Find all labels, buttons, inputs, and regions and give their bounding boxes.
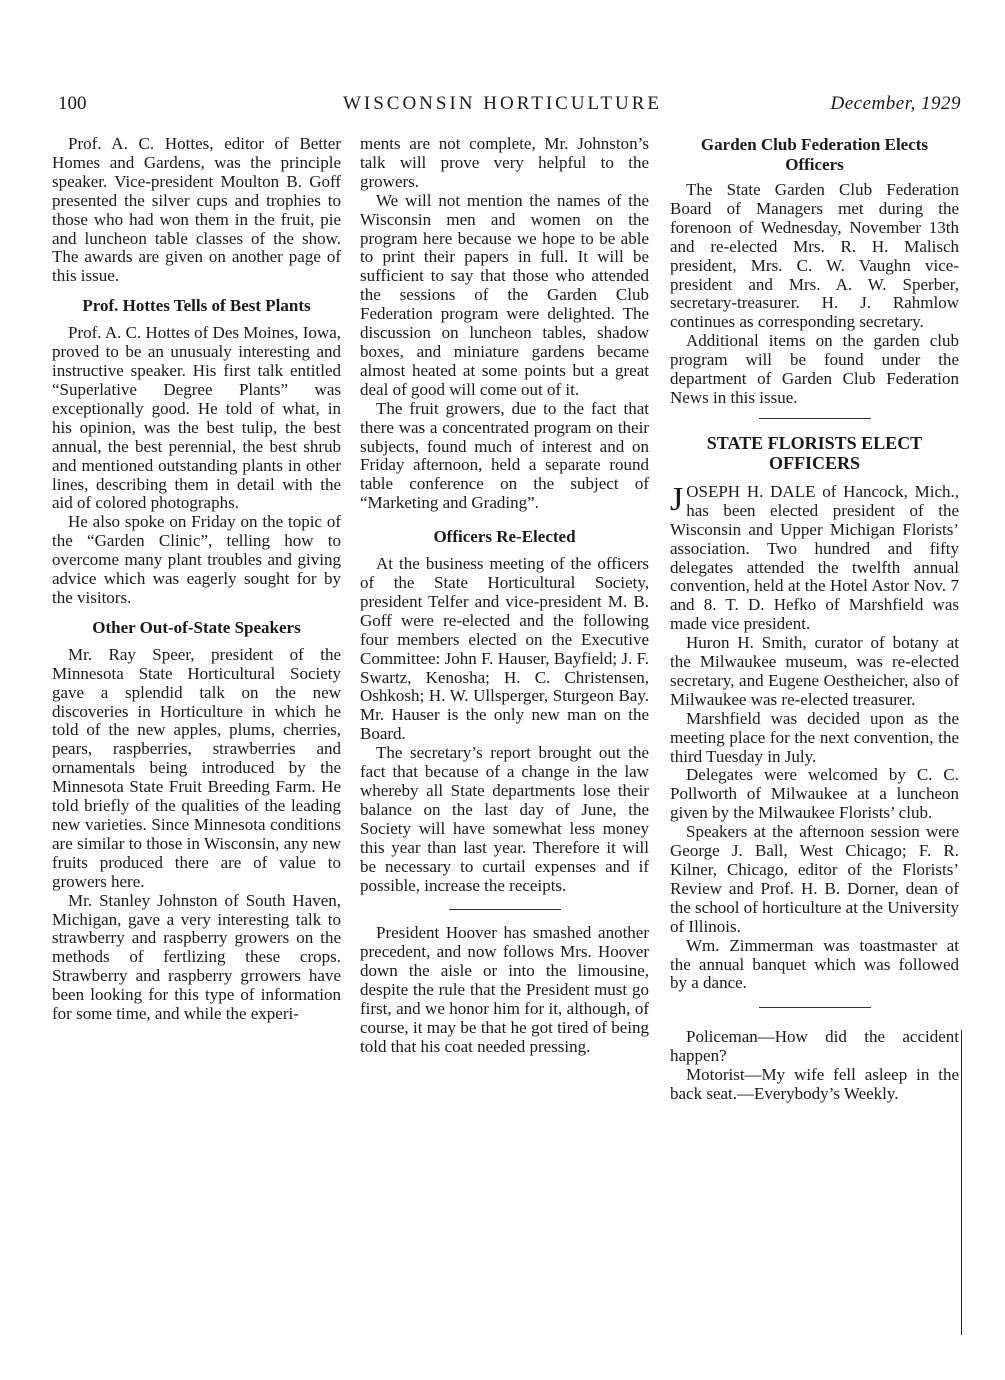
section-heading: Other Out-of-State Speakers [92, 617, 301, 637]
running-header [0, 93, 1005, 119]
paragraph: Huron H. Smith, curator of botany at the Milwaukee museum, was re-elected secretary, and Eugene Oestheicher, also of Milwaukee was re-elected treasurer. [670, 633, 959, 709]
paragraph: Speakers at the afternoon session were George J. Ball, West Chicago; F. R. Kilner, Chicago, editor of the Florists’ Review and Prof. H. B. Dorner, dean of the school of horticulture at the University of Illinois. [670, 822, 959, 936]
section-heading: Garden Club Federation Elects Officers [700, 135, 929, 174]
section-heading: Officers Re-Elected [433, 527, 576, 547]
paragraph: ments are not complete, Mr. Johnston’s talk will prove very helpful to the growers. [360, 134, 649, 191]
paragraph: The fruit growers, due to the fact that there was a concentrated program on their subjects, found much of interest and on Friday afternoon, held a separate round table conference on the subject of “Marketing and Grading”. [360, 398, 649, 513]
paragraph: He also spoke on Friday on the topic of the “Garden Clinic”, telling how to overcome many plant troubles and giving advice which was eagerly sought for by the visitors. [52, 512, 341, 607]
paragraph: Prof. A. C. Hottes of Des Moines, Iowa, proved to be an unusualy interesting and instructive speaker. His first talk entitled “Superlative Degree Plants” was exceptionally good. He told of what, in his opinion, was the best tulip, the best annual, the best perennial, the best shrub and mentioned outstanding plants in other lines, describing them in detail with the aid of colored photographs. [52, 323, 341, 513]
paragraph: Wm. Zimmerman was toastmaster at the annual banquet which was followed by a dance. [670, 935, 959, 993]
page-number: 100 [58, 93, 87, 114]
joke-line: Motorist—My wife fell asleep in the back seat.—Everybody’s Weekly. [670, 1065, 959, 1104]
page-edge-line [961, 1030, 962, 1335]
drop-cap: J [670, 480, 684, 518]
paragraph: Additional items on the garden club program will be found under the department of Garden Club Federation News in this issue. [670, 331, 959, 407]
paragraph: Mr. Ray Speer, president of the Minnesota State Horticultural Society gave a splendid talk on the new discoveries in Horticulture in which he told of the new apples, plums, cherries, pears, raspberries, strawberries and ornamentals being introduced by the Minnesota State Fruit Breeding Farm. He told briefly of the qualities of the leading new varieties. Since Minnesota conditions are similar to those in Wisconsin, any new fruits produced there are of value to growers here. [52, 644, 341, 891]
column-left [52, 135, 341, 1024]
paragraph: Marshfield was decided upon as the meeting place for the next convention, the third Tuesday in July. [670, 708, 959, 766]
paragraph: Prof. A. C. Hottes, editor of Better Homes and Gardens, was the principle speaker. Vice-president Moulton B. Goff presented the silver cups and trophies to those who had won them in the fruit, pie and luncheon table classes of the show. The awards are given on another page of this issue. [52, 134, 341, 286]
paragraph: The State Garden Club Federation Board of Managers met during the forenoon of Wednesday, November 13th and re-elected Mrs. R. H. Malisch president, Mrs. C. W. Vaughn vice-president and Mrs. A. W. Sperber, secretary-treasurer. H. J. Rahmlow continues as corresponding secretary. [670, 180, 959, 332]
column-middle [360, 135, 649, 1057]
publication-title: WISCONSIN HORTICULTURE [342, 93, 663, 114]
column-right [670, 135, 959, 1104]
paragraph: The secretary’s report brought out the fact that because of a change in the law whereby all State departments lose their balance on the last day of June, the Society will have somewhat less money this year than last year. Therefore it will be necessary to curtail expenses and if possible, increase the receipts. [360, 743, 649, 895]
paragraph: Delegates were welcomed by C. C. Pollworth of Milwaukee at a luncheon given by the Milwaukee Florists’ club. [670, 765, 959, 823]
paragraph: We will not mention the names of the Wisconsin men and women on the program here because we hope to be able to print their papers in full. It will be sufficient to say that those who attended the sessions of the Garden Club Federation program were delighted. The discussion on luncheon tables, shadow boxes, and miniature gardens became almost heated at some points but a great deal of good will come out of it. [360, 190, 649, 399]
section-heading: Prof. Hottes Tells of Best Plants [82, 296, 311, 316]
paragraph-dropcap [670, 480, 959, 634]
paragraph: Mr. Stanley Johnston of South Haven, Michigan, gave a very interesting talk to strawberry and raspberry growers on the methods of fertlizing these crops. Strawberry and raspberry grrowers have been looking for this type of information for some time, and while the experi- [52, 890, 341, 1024]
paragraph: At the business meeting of the officers of the State Horticultural Society, president Telfer and vice-president M. B. Goff were re-elected and the following four members elected on the Executive Committee: John F. Hauser, Bayfield; J. F. Swartz, Kenosha; H. C. Christensen, Oshkosh; H. W. Ullsperger, Sturgeon Bay. Mr. Hauser is the only new man on the Board. [360, 554, 649, 744]
paragraph: President Hoover has smashed another precedent, and now follows Mrs. Hoover down the aisle or into the limousine, despite the rule that the President must go first, and we honor him for it, although, of course, it may be that he got tired of being told that his coat needed pressing. [360, 923, 649, 1056]
joke-line: Policeman—How did the accident happen? [670, 1027, 959, 1066]
paragraph-text: OSEPH H. DALE of Hancock, Mich., has been elected president of the Wisconsin and Upper Michigan Florists’ association. Two hundred and fifty delegates attended the twelfth annual convention, held at the Hotel Astor Nov. 7 and 8. T. D. Hefko of Marshfield was made vice president. [670, 481, 959, 634]
issue-date: December, 1929 [830, 93, 961, 114]
section-heading: STATE FLORISTS ELECT OFFICERS [706, 432, 923, 473]
